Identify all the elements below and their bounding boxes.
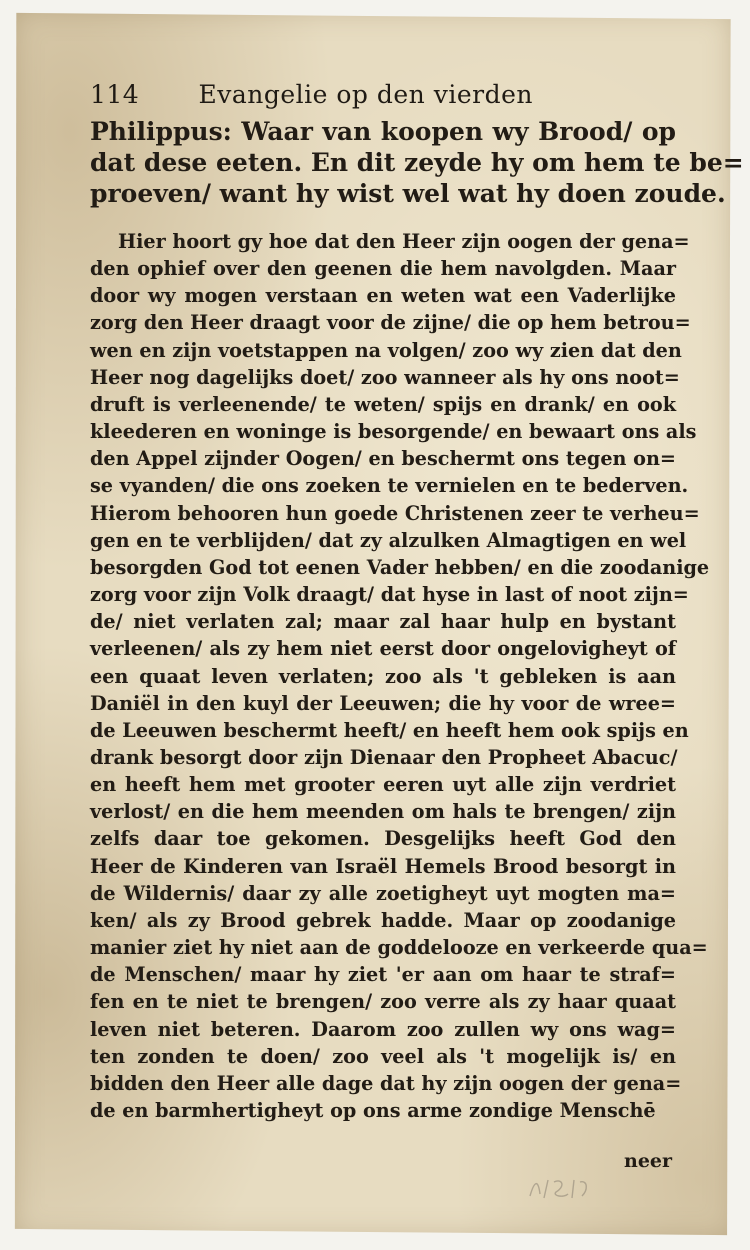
catchword: neer xyxy=(624,1150,673,1172)
text-line: den ophief over den geenen die hem navolgden. Maar xyxy=(90,257,676,281)
lead-text xyxy=(90,116,744,209)
text-line: se vyanden/ die ons zoeken te vernielen en te bederven. xyxy=(90,474,689,498)
text-line: gen en te verblijden/ dat zy alzulken Almagtigen en wel xyxy=(90,528,687,552)
text-line: manier ziet hy niet aan de goddelooze en verkeerde qua= xyxy=(90,936,708,960)
text-line: proeven/ want hy wist wel wat hy doen zoude. xyxy=(90,179,726,208)
text-line: de Menschen/ maar hy ziet 'er aan om haar te straf= xyxy=(90,963,676,987)
text-line: een quaat leven verlaten; zoo als 't gebleken is aan xyxy=(90,664,676,688)
running-title: Evangelie op den vierden xyxy=(198,80,533,109)
text-line: wen en zijn voetstappen na volgen/ zoo wy zien dat den xyxy=(90,338,682,362)
text-line: Heer de Kinderen van Israël Hemels Brood besorgt in xyxy=(90,854,676,878)
text-line: en heeft hem met grooter eeren uyt alle zijn verdriet xyxy=(90,773,676,797)
text-line: zelfs daar toe gekomen. Desgelijks heeft God den xyxy=(90,827,676,851)
text-line: besorgden God tot eenen Vader hebben/ en die zoodanige xyxy=(90,555,710,579)
page-header xyxy=(90,80,533,109)
pencil-shelfmark xyxy=(524,1172,600,1202)
text-line: Hierom behooren hun goede Christenen zeer te verheu= xyxy=(90,501,700,525)
text-line: zorg den Heer draagt voor de zijne/ die op hem betrou= xyxy=(90,311,691,335)
text-line: ken/ als zy Brood gebrek hadde. Maar op zoodanige xyxy=(90,908,676,932)
text-line: de en barmhertigheyt op ons arme zondige Menschē xyxy=(90,1099,656,1122)
text-line: Hier hoort gy hoe dat den Heer zijn oogen der gena= xyxy=(118,230,690,253)
text-line: de Wildernis/ daar zy alle zoetigheyt uyt mogten ma= xyxy=(90,881,676,905)
text-line: Heer nog dagelijks doet/ zoo wanneer als hy ons noot= xyxy=(90,365,680,389)
text-line: dat dese eeten. En dit zeyde hy om hem te be= xyxy=(90,148,744,177)
page-number: 114 xyxy=(90,80,140,109)
text-line: Philippus: Waar van koopen wy Brood/ op xyxy=(90,117,676,146)
text-line: druft is verleenende/ te weten/ spijs en drank/ en ook xyxy=(90,392,676,416)
text-line: de/ niet verlaten zal; maar zal haar hulp en bystant xyxy=(90,610,676,634)
text-line: leven niet beteren. Daarom zoo zullen wy ons wag= xyxy=(90,1017,676,1041)
text-line: door wy mogen verstaan en weten wat een Vaderlijke xyxy=(90,284,676,308)
text-line: verlost/ en die hem meenden om hals te brengen/ zijn xyxy=(90,800,676,824)
text-line: verleenen/ als zy hem niet eerst door ongelovigheyt of xyxy=(90,637,676,661)
text-line: den Appel zijnder Oogen/ en beschermt ons tegen on= xyxy=(90,447,676,471)
text-line: fen en te niet te brengen/ zoo verre als zy haar quaat xyxy=(90,990,676,1014)
text-line: kleederen en woninge is besorgende/ en bewaart ons als xyxy=(90,420,697,444)
text-line: drank besorgt door zijn Dienaar den Propheet Abacuc/ xyxy=(90,745,678,769)
text-line: zorg voor zijn Volk draagt/ dat hyse in last of noot zijn= xyxy=(90,583,689,607)
text-line: de Leeuwen beschermt heeft/ en heeft hem ook spijs en xyxy=(90,718,689,742)
body-text xyxy=(90,228,710,1124)
text-line: ten zonden te doen/ zoo veel als 't mogelijk is/ en xyxy=(90,1044,676,1068)
text-line: bidden den Heer alle dage dat hy zijn oogen der gena= xyxy=(90,1071,682,1095)
text-line: Daniël in den kuyl der Leeuwen; die hy voor de wree= xyxy=(90,691,676,715)
